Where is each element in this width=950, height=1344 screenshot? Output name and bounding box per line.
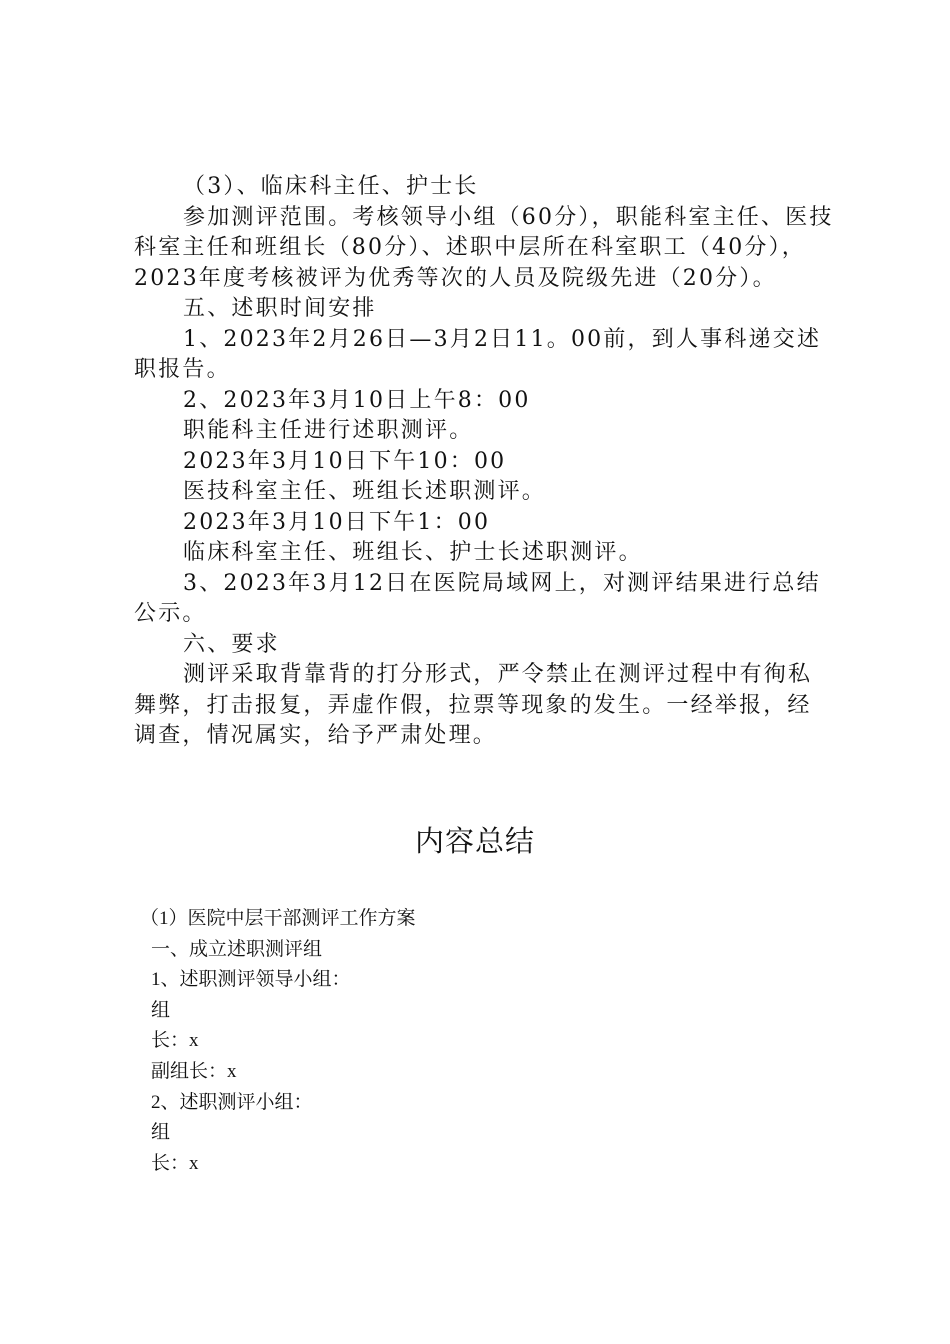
summary-line: （1）医院中层干部测评工作方案 [140, 908, 416, 929]
summary-line: 组 [151, 999, 171, 1021]
paragraph-schedule-2-desc: 职能科主任进行述职测评。 [183, 418, 474, 443]
section-heading-6: 六、要求 [183, 631, 280, 657]
paragraph-schedule-2c-desc: 临床科室主任、班组长、护士长述职测评。 [183, 540, 643, 565]
summary-line: 2、述职测评小组： [151, 1091, 313, 1113]
summary-line: 长：x [151, 1152, 199, 1174]
paragraph-schedule-2b-desc: 医技科室主任、班组长述职测评。 [183, 479, 547, 504]
summary-line: 副组长：x [151, 1060, 237, 1082]
body-text [134, 172, 834, 752]
summary-line: 1、述职测评领导小组： [151, 969, 351, 991]
paragraph-schedule-3: 3、2023年3月12日在医院局域网上，对测评结果进行总结公示。 [134, 570, 821, 626]
paragraph-schedule-2: 2、2023年3月10日上午8：00 [183, 387, 531, 413]
summary-line: 一、成立述职测评组 [151, 938, 323, 960]
paragraph-heading-3: （3）、临床科主任、护士长 [183, 174, 479, 199]
summary-line: 长：x [151, 1030, 199, 1052]
paragraph-schedule-2c: 2023年3月10日下午1：00 [183, 509, 491, 535]
paragraph-schedule-1: 1、2023年2月26日—3月2日11。00前，到人事科递交述职报告。 [134, 326, 822, 382]
summary-line: 组 [151, 1122, 171, 1144]
paragraph-requirements: 测评采取背靠背的打分形式，严令禁止在测评过程中有徇私舞弊，打击报复，弄虚作假，拉票等现象的发生。一经举报，经调查，情况属实，给予严肃处理。 [134, 662, 813, 748]
paragraph-schedule-2b: 2023年3月10日下午10：00 [183, 448, 507, 474]
section-heading-5: 五、述职时间安排 [183, 296, 377, 321]
summary-title: 内容总结 [414, 826, 535, 858]
summary-body [140, 904, 840, 1179]
paragraph-evaluation-scope: 参加测评范围。考核领导小组（60分），职能科室主任、医技科室主任和班组长（80分）、述职中层所在科室职工（40分），2023年度考核被评为优秀等次的人员及院级先进（20分）。 [134, 204, 834, 291]
